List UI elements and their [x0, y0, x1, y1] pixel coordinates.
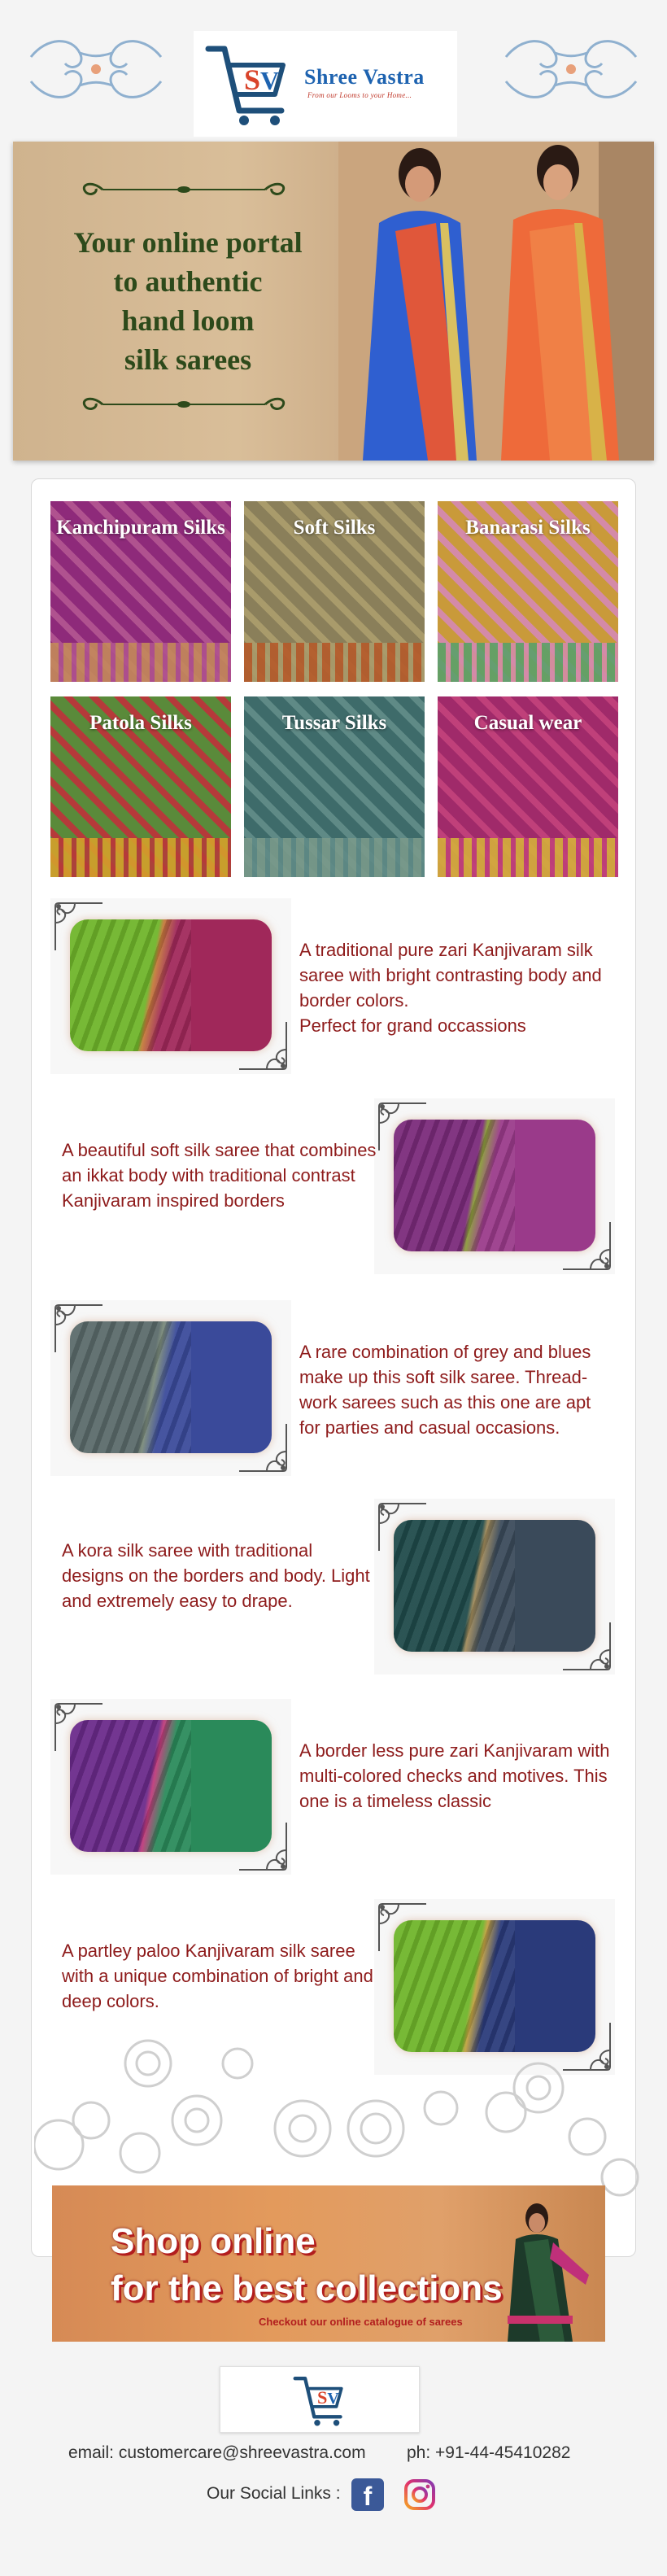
product-image[interactable]	[374, 1098, 615, 1274]
category-tile[interactable]	[438, 501, 618, 682]
corner-ornament-top-left	[50, 1300, 107, 1357]
svg-text:V: V	[327, 2390, 339, 2408]
product-description: A kora silk saree with traditional designs on the borders and body. Light and extremely easy to drape.	[62, 1540, 370, 1611]
category-border-band	[244, 643, 425, 682]
category-border-band	[50, 643, 231, 682]
brand-name: Shree Vastra	[304, 65, 425, 89]
category-tile[interactable]	[50, 696, 231, 877]
shop-online-banner[interactable]	[52, 2185, 605, 2342]
product-image[interactable]	[50, 1300, 291, 1476]
corner-ornament-bottom-right	[558, 1217, 615, 1274]
hero-line-2: to authentic	[113, 265, 263, 298]
category-label: Casual wear	[473, 712, 582, 734]
hero-line-4: silk sarees	[124, 343, 252, 376]
ornament-swirl-left	[23, 33, 169, 106]
corner-ornament-top-left	[50, 898, 107, 955]
product-image[interactable]	[374, 1499, 615, 1674]
shop-banner-line-2: for the best collections	[111, 2268, 503, 2308]
product-description: A partley paloo Kanjivaram silk saree with a unique combination of bright and deep colors.	[62, 1941, 373, 2011]
category-label: Patola Silks	[89, 712, 192, 734]
shop-banner-subtitle: Checkout our online catalogue of sarees	[259, 2316, 463, 2328]
corner-ornament-top-left	[374, 1499, 431, 1556]
category-border-band	[438, 838, 618, 877]
category-tile[interactable]	[438, 696, 618, 877]
ornament-swirl-right	[498, 33, 644, 106]
brand-tagline: From our Looms to your Home...	[307, 91, 412, 99]
svg-text:S: S	[244, 63, 261, 96]
product-image[interactable]	[50, 1699, 291, 1875]
footer-logo[interactable]	[220, 2366, 420, 2433]
hero-banner[interactable]	[13, 142, 654, 461]
header	[0, 0, 667, 137]
footer-cart-logo-icon	[220, 2367, 421, 2434]
product-description: A border less pure zari Kanjivaram with multi-colored checks and motives. This one is a timeless classic	[299, 1740, 610, 1811]
floral-pattern-decoration	[34, 2031, 639, 2210]
category-border-band	[244, 838, 425, 877]
corner-ornament-top-left	[50, 1699, 107, 1756]
category-border-band	[50, 838, 231, 877]
footer-email[interactable]: email: customercare@shreevastra.com	[68, 2443, 366, 2462]
category-border-band	[438, 643, 618, 682]
hero-line-1: Your online portal	[73, 226, 303, 259]
svg-text:V: V	[260, 66, 280, 95]
category-label: Kanchipuram Silks	[56, 517, 225, 539]
corner-ornament-bottom-right	[558, 1618, 615, 1674]
hero-line-3: hand loom	[121, 304, 255, 337]
cart-logo-icon	[203, 41, 293, 127]
svg-text:S: S	[317, 2387, 328, 2408]
hero-ornament-bottom	[78, 394, 290, 415]
footer-phone[interactable]: ph: +91-44-45410282	[407, 2443, 571, 2462]
shop-banner-line-1: Shop online	[111, 2221, 316, 2261]
corner-ornament-bottom-right	[234, 1017, 291, 1074]
category-label: Soft Silks	[293, 517, 376, 539]
corner-ornament-bottom-right	[234, 1419, 291, 1476]
product-description: A rare combination of grey and blues make up this soft silk saree. Thread-work sarees such as this one are apt for parties and casual occasions.	[299, 1342, 591, 1438]
facebook-icon[interactable]: f	[351, 2478, 384, 2511]
shop-banner-model-image	[491, 2194, 605, 2342]
social-links-label: Our Social Links :	[207, 2484, 341, 2503]
corner-ornament-top-left	[374, 1899, 431, 1956]
hero-models-image	[338, 142, 654, 461]
corner-ornament-top-left	[374, 1098, 431, 1155]
hero-ornament-top	[78, 179, 290, 200]
corner-ornament-bottom-right	[234, 1818, 291, 1875]
instagram-icon[interactable]	[403, 2478, 436, 2511]
brand-logo[interactable]	[194, 31, 457, 137]
product-description: A beautiful soft silk saree that combines an ikkat body with traditional contrast Kanjivaram inspired borders	[62, 1140, 377, 1211]
category-tile[interactable]	[244, 696, 425, 877]
category-label: Tussar Silks	[281, 712, 387, 734]
hero-headline	[54, 223, 322, 379]
category-tile[interactable]	[244, 501, 425, 682]
product-description: A traditional pure zari Kanjivaram silk saree with bright contrasting body and border colors. Perfect for grand occassions	[299, 940, 602, 1036]
product-image[interactable]	[50, 898, 291, 1074]
category-tile[interactable]	[50, 501, 231, 682]
category-label: Banarasi Silks	[465, 517, 591, 539]
